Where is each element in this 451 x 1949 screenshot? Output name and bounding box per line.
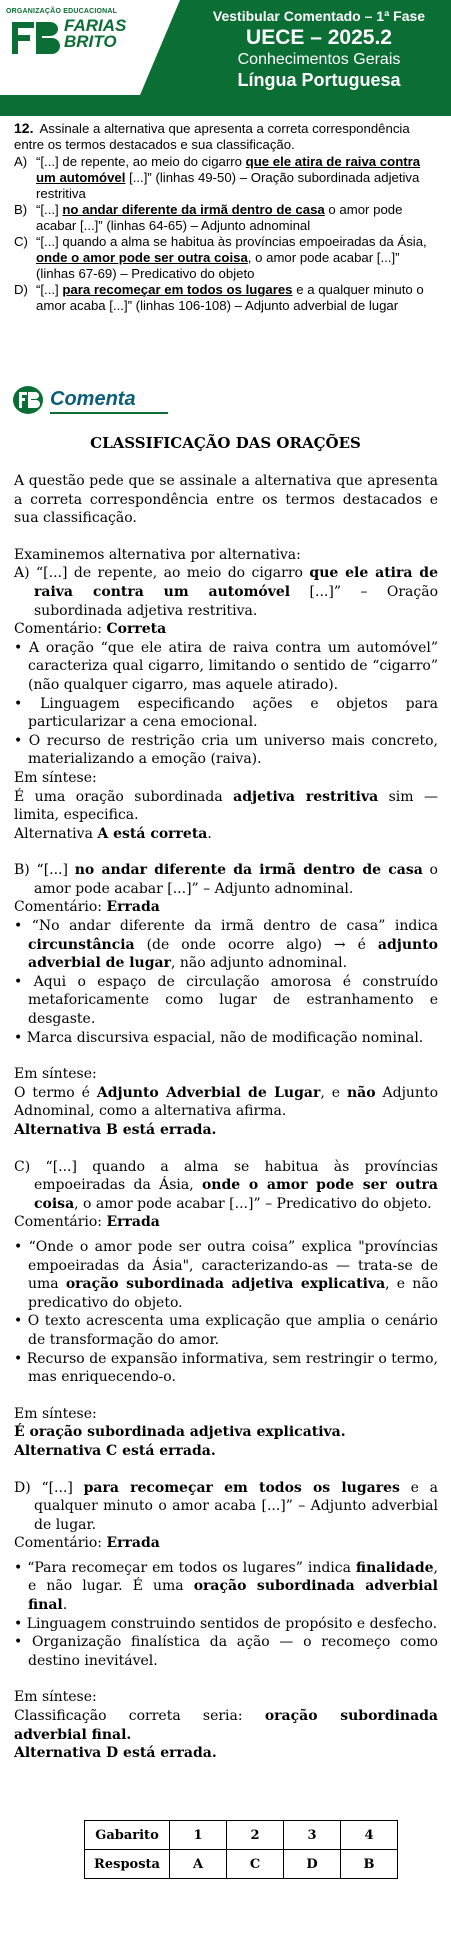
header-stripe [0, 110, 451, 116]
alt-a-sintese [14, 788, 438, 825]
logo-brand-text [64, 18, 126, 50]
bullet-text: Organização finalística da ação — o recomeço como destino inevitável. [28, 1634, 438, 1669]
alt-d-final: Alternativa D está errada. [14, 1745, 217, 1762]
alt-letter: C) [14, 1158, 31, 1175]
gabarito-answer: C [227, 1850, 284, 1879]
table-row [85, 1850, 398, 1879]
option-pre: “[...] [36, 202, 63, 217]
bullet-pre: “No andar diferente da irmã dentro de casa” indica [31, 918, 438, 935]
question-option-c [14, 234, 442, 282]
option-text [36, 282, 442, 314]
alt-d-bullet-3: • Organização finalística da ação — o recomeço como destino inevitável. [14, 1634, 438, 1669]
option-pre: “[...] quando a alma se habitua às províncias empoeiradas da Ásia, [36, 234, 427, 249]
comment-label: Comentário: [14, 1214, 107, 1231]
alt-a-bullet-3: • O recurso de restrição cria um universo mais concreto, materializando a emoção (raiva). [14, 732, 438, 768]
bullet-bold: oração subordinada adverbial final [28, 1578, 438, 1614]
bullet-text: Marca discursiva espacial, não de modificação nominal. [26, 1029, 424, 1046]
header [0, 0, 451, 110]
alt-highlight: no andar diferente da irmã dentro de casa [74, 862, 423, 879]
logo-brand-line1: FARIAS [64, 16, 127, 35]
alt-pre: “[...] quando a alma se habitua às províncias empoeiradas da Ásia, [34, 1158, 438, 1194]
option-highlight: para recomeçar em todos os lugares [62, 282, 293, 297]
bullet-mid: , e não lugar. É uma [28, 1559, 438, 1595]
alt-post: , o amor pode acabar [...]” – Predicativo do objeto. [74, 1195, 432, 1212]
final-post: . [207, 825, 212, 842]
option-highlight: no andar diferente da irmã dentro de casa [62, 202, 325, 217]
sintese-bold: oração subordinada adverbial final. [14, 1708, 438, 1743]
bullet-post: . [62, 1597, 68, 1614]
comenta-underline [50, 412, 168, 414]
gabarito-answer: B [341, 1850, 398, 1879]
gabarito-number: 2 [227, 1821, 284, 1850]
header-line2: UECE – 2025.2 [246, 26, 392, 49]
alt-b-statement [14, 861, 438, 898]
gabarito-answer: A [170, 1850, 227, 1879]
header-line3: Conhecimentos Gerais [237, 51, 401, 68]
alt-a-statement [14, 564, 438, 620]
bullet-text: A oração “que ele atira de raiva contra um automóvel” caracteriza qual cigarro, limitando o sentido de “cigarro” (não qualquer cigarro, mas aquele atirado). [28, 639, 438, 693]
option-text [36, 234, 442, 282]
alt-highlight: para recomeçar em todos os lugares [83, 1479, 400, 1496]
alt-d-bullet-2: • Linguagem construindo sentidos de propósito e desfecho. [14, 1615, 438, 1632]
farias-brito-logo [6, 8, 136, 60]
gabarito-number: 4 [341, 1821, 398, 1850]
alt-c-bullet-2: • O texto acrescenta uma explicação que amplia o cenário de transformação do amor. [14, 1313, 438, 1348]
question-number: 12. [14, 120, 34, 136]
bullet-pre: “Onde o amor pode ser outra coisa” explica "províncias empoeiradas da Ásia", caracterizando-as — trata-se de uma [28, 1238, 438, 1293]
comment-label: Comentário: [14, 899, 107, 916]
alt-c-bullet-1: • “Onde o amor pode ser outra coisa” explica "províncias empoeiradas da Ásia", caracterizando-as — trata-se de uma oração subordinada adjetiva explicativa, e não predicativo do objeto. [14, 1238, 439, 1311]
alt-post: [...]” – Oração subordinada adjetiva restritiva. [34, 583, 438, 619]
option-post: , o amor pode acabar [...]” (linhas 67-69) – Predicativo do objeto [36, 250, 400, 281]
alt-post: o amor pode acabar [...]” – Adjunto adnominal. [34, 862, 438, 897]
verdict: Errada [106, 1214, 160, 1231]
option-highlight: onde o amor pode ser outra coisa [36, 250, 248, 265]
bullet-bold: adjunto adverbial de lugar [28, 936, 438, 972]
verdict: Errada [106, 1535, 160, 1552]
bullet-bold: oração subordinada adjetiva explicativa [65, 1276, 386, 1293]
sintese-pre: O termo é [14, 1084, 97, 1101]
final-bold: A está correta [97, 825, 208, 842]
alt-b-bullet-2: • Aqui o espaço de circulação amorosa é construído metaforicamente como lugar de estranhamento e desgaste. [14, 973, 438, 1028]
bullet-bold: circunstância [28, 936, 135, 953]
alt-b-comment [14, 898, 438, 917]
alt-a-final [14, 825, 438, 844]
section-title: CLASSIFICAÇÃO DAS ORAÇÕES [90, 434, 361, 452]
gabarito-table [84, 1820, 398, 1879]
alt-highlight: onde o amor pode ser outra coisa [34, 1177, 438, 1212]
bullet-text: O texto acrescenta uma explicação que amplia o cenário de transformação do amor. [27, 1313, 438, 1348]
verdict: Errada [106, 899, 160, 916]
bullet-text: Recurso de expansão informativa, sem restringir o termo, mas enriquecendo-o. [26, 1350, 438, 1386]
sintese-bold: adjetiva restritiva [233, 788, 379, 805]
bullet-bold: finalidade [355, 1559, 434, 1576]
option-text [36, 202, 442, 234]
alt-a-sintese-label: Em síntese: [14, 769, 97, 786]
comment-label: Comentário: [14, 1535, 107, 1552]
sintese-post: sim — limita, especifica. [14, 788, 438, 824]
fb-badge-icon [12, 384, 44, 416]
alt-pre: “[...] [36, 862, 75, 879]
comenta-label: Comenta [50, 388, 136, 410]
sintese-mid: , e [320, 1084, 347, 1101]
comment-label: Comentário: [14, 621, 107, 638]
alt-letter: D) [14, 1479, 31, 1496]
alt-c-statement [14, 1158, 438, 1214]
bullet-text: Linguagem construindo sentidos de propósito e desfecho. [26, 1615, 438, 1632]
option-letter: B) [14, 202, 28, 217]
alt-highlight: que ele atira de raiva contra um automóvel [34, 565, 438, 600]
alt-b-sintese [14, 1084, 438, 1121]
examine-line: Examinemos alternativa por alternativa: [14, 546, 301, 563]
intro-paragraph: A questão pede que se assinale a alternativa que apresenta a correta correspondência entre os termos destacados e sua classificação. [14, 473, 438, 527]
header-line4: Língua Portuguesa [237, 70, 401, 90]
bullet-post: , não adjunto adnominal. [170, 955, 348, 972]
commentary-body [14, 472, 438, 1763]
bullet-post: , e não predicativo do objeto. [28, 1276, 439, 1311]
option-text [36, 154, 442, 202]
gabarito-label: Gabarito [85, 1821, 170, 1850]
alt-c-sintese: É oração subordinada adjetiva explicativa. [14, 1424, 346, 1441]
alt-post: e a qualquer minuto o amor acaba [...]” – Adjunto adverbial de lugar. [34, 1479, 439, 1533]
alt-d-bullet-1: • “Para recomeçar em todos os lugares” indica finalidade, e não lugar. É uma oração subordinada adverbial final. [14, 1559, 438, 1614]
sintese-bold: não [346, 1084, 376, 1101]
alt-pre: “[...] de repente, ao meio do cigarro [36, 565, 310, 582]
option-pre: “[...] [36, 282, 63, 297]
alt-a-bullet-1: • A oração “que ele atira de raiva contra um automóvel” caracteriza qual cigarro, limitando o sentido de “cigarro” (não qualquer cigarro, mas aquele atirado). [14, 639, 438, 693]
comenta-logo [12, 384, 172, 416]
verdict: Correta [106, 621, 167, 638]
alt-b-bullet-1: • “No andar diferente da irmã dentro de casa” indica circunstância (de onde ocorre algo) → é adjunto adverbial de lugar, não adjunto adnominal. [14, 918, 438, 972]
question-option-a [14, 154, 442, 202]
alt-d-sintese-label: Em síntese: [14, 1689, 97, 1706]
alt-b-sintese-label: Em síntese: [14, 1066, 97, 1083]
question-option-b [14, 202, 442, 234]
question-stem [14, 120, 442, 153]
bullet-text: Linguagem especificando ações e objetos para particularizar a cena emocional. [28, 695, 438, 731]
alt-b-final: Alternativa B está errada. [14, 1122, 217, 1138]
gabarito-number: 3 [284, 1821, 341, 1850]
alt-c-final: Alternativa C está errada. [14, 1442, 216, 1459]
option-letter: A) [14, 154, 28, 169]
logo-org-text: ORGANIZAÇÃO EDUCACIONAL [6, 8, 118, 15]
option-post: o amor pode acabar [...]” (linhas 64-65) – Adjunto adnominal [36, 202, 403, 233]
option-letter: C) [14, 234, 28, 249]
alt-b-bullet-3: • Marca discursiva espacial, não de modificação nominal. [14, 1029, 424, 1046]
header-line1: Vestibular Comentado – 1ª Fase [212, 8, 426, 24]
logo-brand-line2: BRITO [64, 32, 117, 51]
question-option-d [14, 282, 442, 314]
alt-letter: B) [14, 862, 30, 879]
sintese-bold: Adjunto Adverbial de Lugar [96, 1084, 321, 1101]
bullet-mid: (de onde ocorre algo) → é [134, 936, 378, 953]
option-post: [...]” (linhas 49-50) – Oração subordinada adjetiva restritiva [36, 170, 420, 201]
alt-a-comment [14, 620, 438, 639]
alt-d-comment [14, 1534, 438, 1553]
fb-logo-icon [10, 20, 60, 56]
table-row [85, 1821, 398, 1850]
question-block [14, 120, 442, 314]
alt-c-bullet-3: • Recurso de expansão informativa, sem restringir o termo, mas enriquecendo-o. [14, 1350, 438, 1386]
question-stem-text: Assinale a alternativa que apresenta a correta correspondência entre os termos destacados e sua classificação. [14, 121, 410, 152]
header-titles [199, 8, 439, 91]
option-post: e a qualquer minuto o amor acaba [...]” (linhas 106-108) – Adjunto adverbial de lugar [36, 282, 424, 313]
bullet-text: Aqui o espaço de circulação amorosa é construído metaforicamente como lugar de estranhamento e desgaste. [28, 973, 438, 1028]
sintese-post: Adjunto Adnominal, como a alternativa afirma. [14, 1084, 438, 1120]
alt-d-sintese [14, 1707, 438, 1744]
option-pre: “[...] de repente, ao meio do cigarro [36, 154, 246, 169]
alt-c-comment [14, 1213, 438, 1232]
option-highlight: que ele atira de raiva contra um automóvel [36, 154, 421, 185]
bullet-pre: “Para recomeçar em todos os lugares” indica [27, 1559, 356, 1576]
option-letter: D) [14, 282, 28, 297]
alt-a-bullet-2: • Linguagem especificando ações e objetos para particularizar a cena emocional. [14, 695, 438, 731]
gabarito-number: 1 [170, 1821, 227, 1850]
sintese-pre: Classificação correta seria: [14, 1708, 265, 1725]
alt-c-sintese-label: Em síntese: [14, 1405, 97, 1422]
alt-pre: “[...] [41, 1479, 84, 1496]
final-pre: Alternativa [14, 825, 98, 842]
gabarito-answer: D [284, 1850, 341, 1879]
resposta-label: Resposta [85, 1850, 170, 1879]
bullet-text: O recurso de restrição cria um universo mais concreto, materializando a emoção (raiva). [28, 732, 438, 768]
alt-d-statement [14, 1479, 438, 1535]
sintese-pre: É uma oração subordinada [14, 788, 234, 805]
alt-letter: A) [14, 565, 30, 582]
